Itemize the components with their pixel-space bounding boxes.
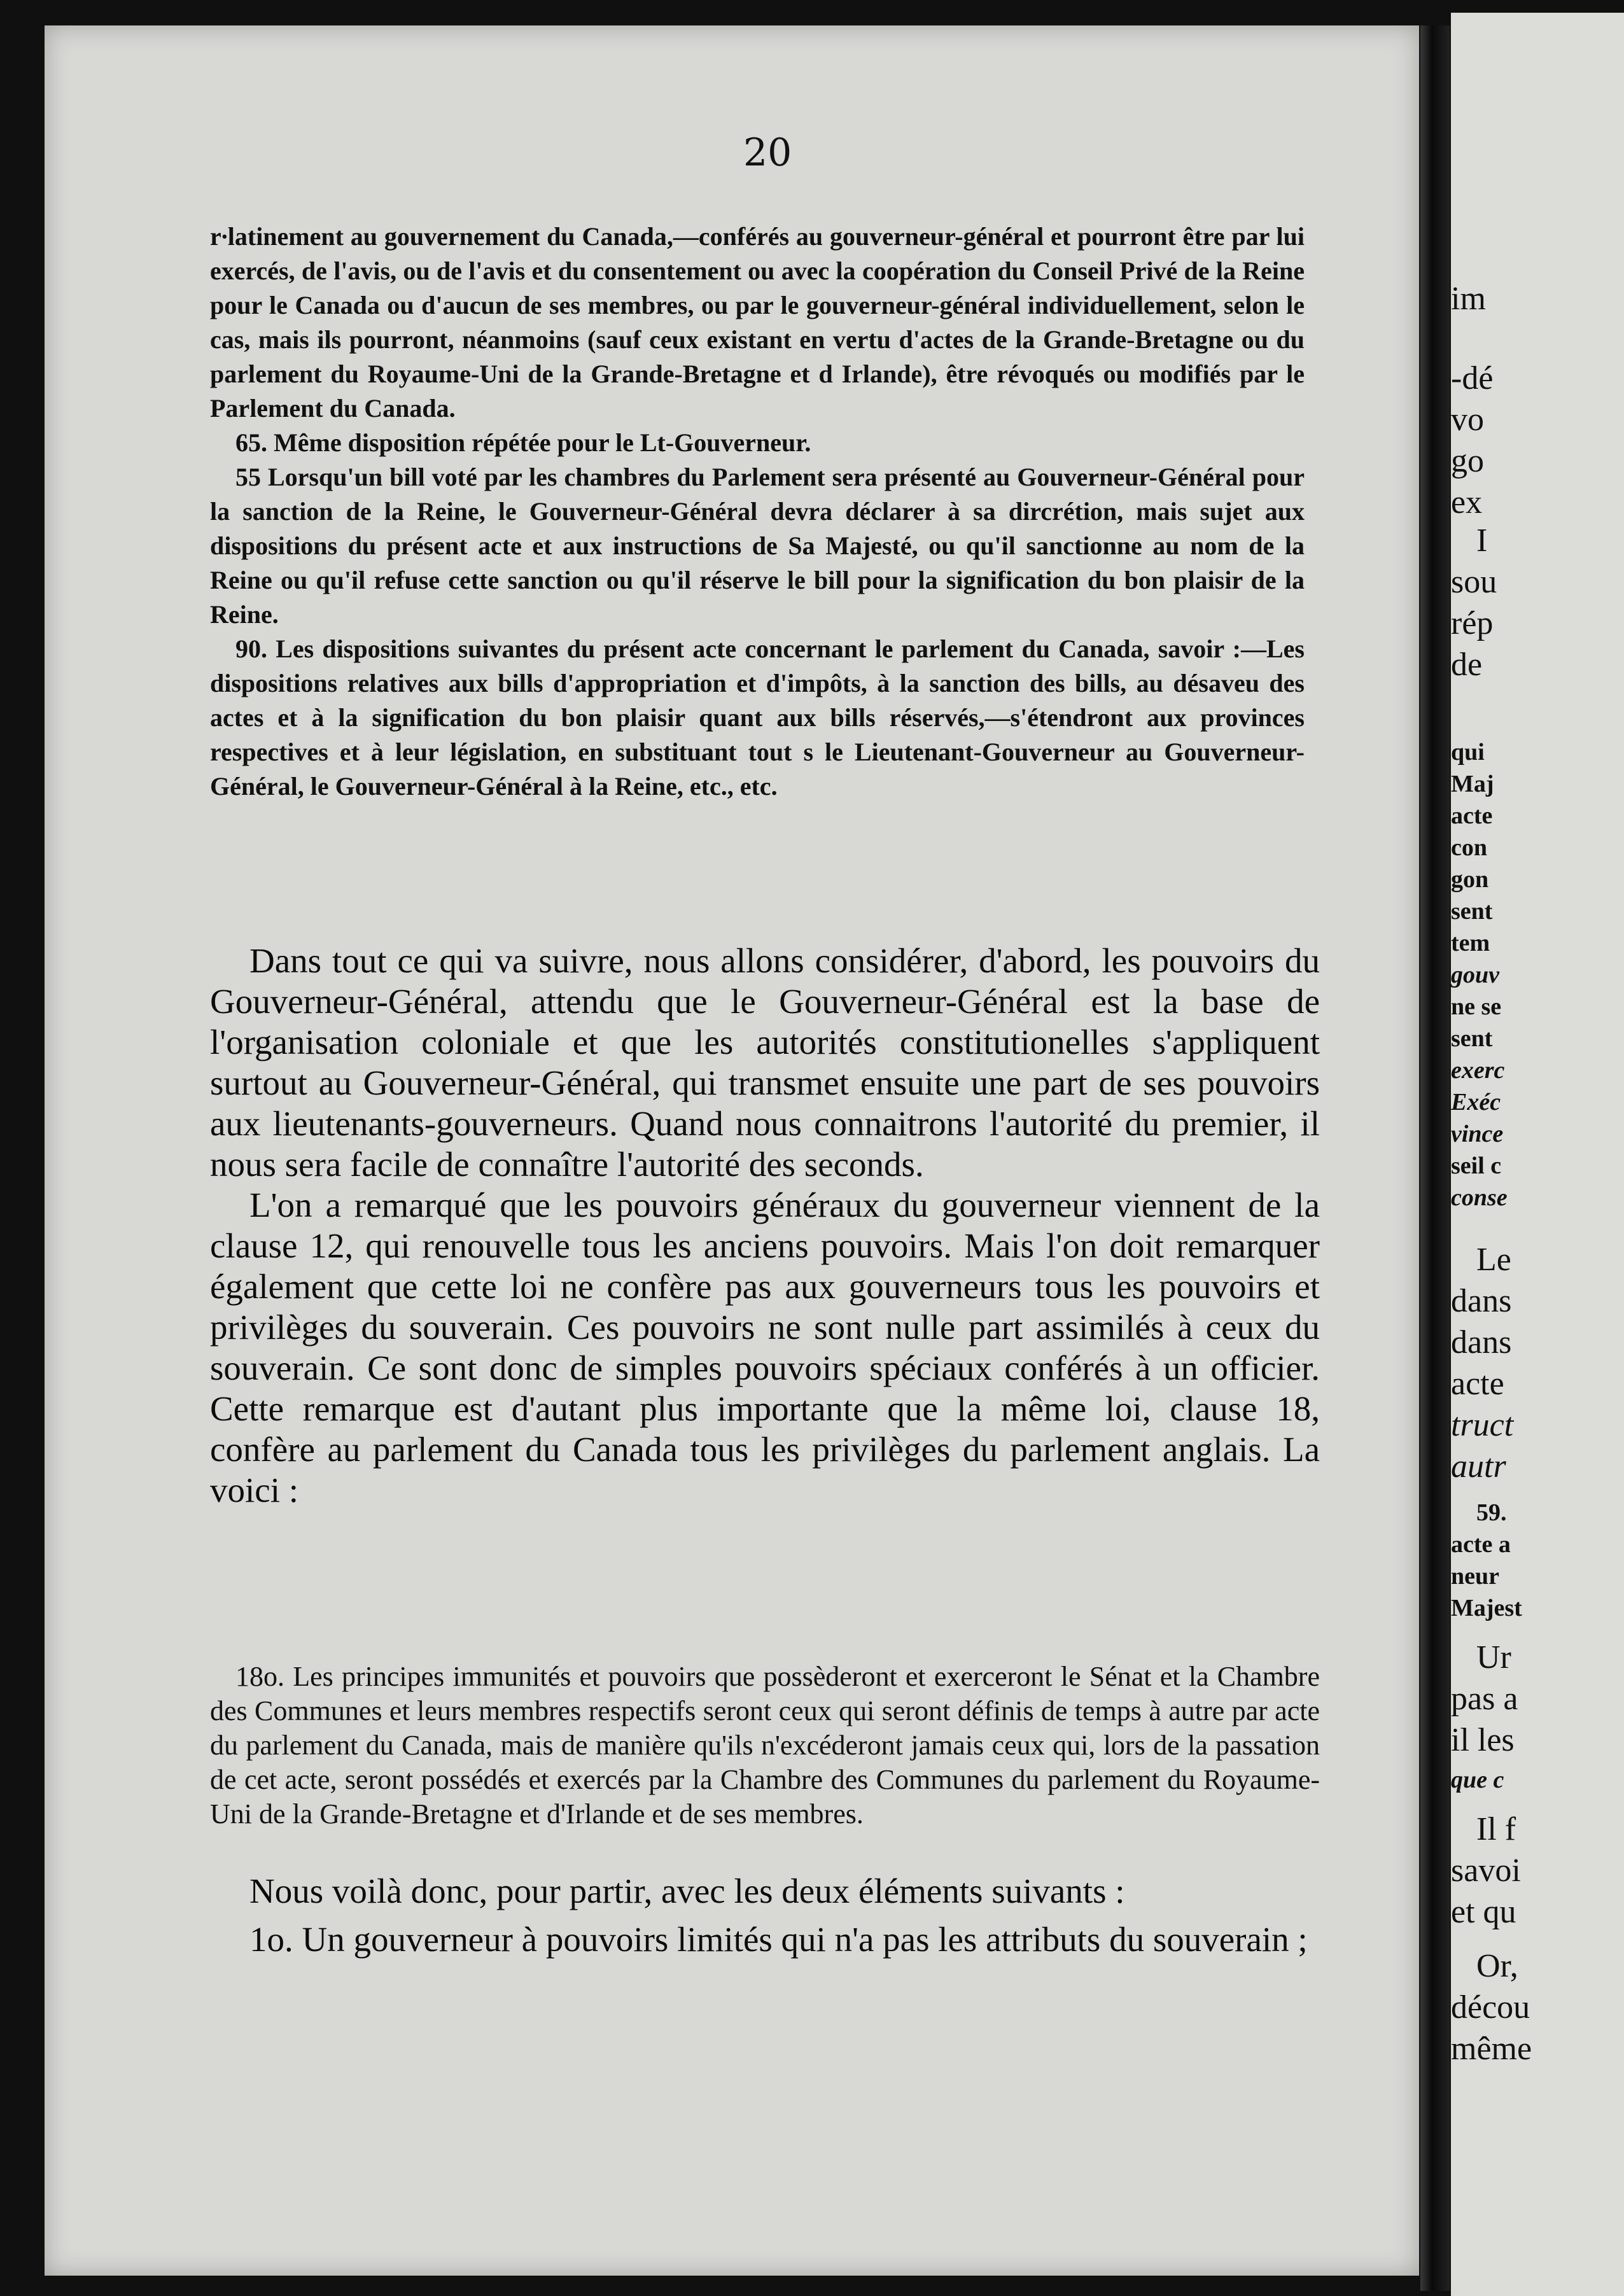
right-text-fragment: 59. <box>1476 1499 1507 1526</box>
right-text-fragment: sent <box>1451 1025 1493 1052</box>
decree-paragraph: 55 Lorsqu'un bill voté par les chambres du Parlement sera présenté au Gouverneur-Général pour la sanction de la Reine, le Gouverneur-Général devra déclarer à sa dircrétion, mais sujet aux dispositions du présent acte et aux instructions de Sa Majesté, ou qu'il sanctionne au nom de la Reine ou qu'il refuse cette sanction ou qu'il réserve le bill pour la signification du bon plaisir de la Reine. <box>210 463 1305 629</box>
right-text-fragment: Majest <box>1451 1595 1522 1621</box>
right-text-fragment: seil c <box>1451 1152 1502 1179</box>
right-text-fragment: Maj <box>1451 771 1494 797</box>
right-text-fragment: gon <box>1451 866 1489 893</box>
right-text-fragment: acte <box>1451 802 1493 829</box>
right-text-fragment: Il f <box>1476 1811 1516 1847</box>
right-text-fragment: I <box>1476 522 1488 559</box>
right-text-fragment: conse <box>1451 1184 1508 1211</box>
body-paragraph: L'on a remarqué que les pouvoirs généraux du gouverneur viennent de la clause 12, qui renouvelle tous les anciens pouvoirs. Mais l'on doit remarquer également que cette loi ne confère pas aux gouverneurs tous les pouvoirs et privilèges du souverain. Ces pouvoirs ne sont nulle part assimilés à ceux du souverain. Ce sont donc de simples pouvoirs spéciaux conférés à un officier. Cette remarque est d'autant plus importante que la même loi, clause 18, confère au parlement du Canada tous les privilèges du parlement anglais. La voici : <box>210 1186 1320 1509</box>
right-text-fragment: autr <box>1451 1448 1506 1485</box>
right-text-fragment: de <box>1451 647 1483 683</box>
quoted-clause <box>210 1660 1320 1831</box>
decree-paragraph: r∙latinement au gouvernement du Canada,—conférés au gouverneur-général et pourront être par lui exercés, de l'avis, ou de l'avis et du consentement ou avec la coopération du Conseil Privé de la Reine pour le Canada ou d'aucun de ses membres, ou par le gouverneur-général individuellement, selon le cas, mais ils pourront, néanmoins (sauf ceux existant en vertu d'actes de la Grande-Bretagne ou du parlement du Royaume-Uni de la Grande-Bretagne et d Irlande), être révoqués ou modifiés par le Parlement du Canada. <box>210 222 1305 423</box>
right-text-fragment: savoi <box>1451 1852 1521 1889</box>
right-text-fragment: gouv <box>1451 962 1499 988</box>
right-text-fragment: rép <box>1451 605 1494 641</box>
right-text-fragment: acte a <box>1451 1531 1511 1558</box>
right-text-fragment: im <box>1451 281 1486 317</box>
right-text-fragment: dans <box>1451 1324 1512 1361</box>
right-text-fragment: que c <box>1451 1767 1504 1793</box>
right-text-fragment: ex <box>1451 484 1483 521</box>
page-number: 20 <box>743 130 792 175</box>
decree-paragraph: 65. Même disposition répétée pour le Lt-Gouverneur. <box>235 428 811 457</box>
right-text-fragment: con <box>1451 834 1487 861</box>
decree-paragraph: 90. Les dispositions suivantes du présent acte concernant le parlement du Canada, savoir :—Les dispositions relatives aux bills d'appropriation et d'impôts, à la sanction des bills, au désaveu des actes et à la signification du bon plaisir quant aux bills réservés,—s'étendront aux provinces respectives et à leur législation, en substituant tout s le Lieutenant-Gouverneur au Gouverneur-Général, le Gouverneur-Général à la Reine, etc., etc. <box>210 634 1305 801</box>
right-text-fragment: -dé <box>1451 360 1494 396</box>
right-text-fragment: il les <box>1451 1722 1515 1758</box>
right-text-fragment: Ur <box>1476 1639 1511 1676</box>
right-text-fragment: ne se <box>1451 993 1502 1020</box>
right-text-fragment: acte <box>1451 1366 1504 1402</box>
book-gutter <box>1420 25 1450 2291</box>
right-page-fragment <box>1451 13 1624 2296</box>
right-text-fragment: vo <box>1451 402 1484 438</box>
right-text-fragment: Le <box>1476 1242 1511 1278</box>
body-paragraph: 1o. Un gouverneur à pouvoirs limités qui n'a pas les attributs du souverain ; <box>249 1920 1308 1959</box>
right-text-fragment: truct <box>1451 1407 1514 1443</box>
main-body <box>210 941 1320 1511</box>
right-text-fragment: sou <box>1451 564 1497 600</box>
right-text-fragment: et qu <box>1451 1894 1516 1930</box>
body-paragraph: Dans tout ce qui va suivre, nous allons considérer, d'abord, les pouvoirs du Gouverneur-Général, attendu que le Gouverneur-Général est la base de l'organisation coloniale et que les autorités constitutionelles s'appliquent surtout au Gouverneur-Général, qui transmet ensuite une part de ses pouvoirs aux lieutenants-gouverneurs. Quand nous connaitrons l'autorité du premier, il nous sera facile de connaître l'autorité des seconds. <box>210 941 1320 1184</box>
decree-excerpts <box>210 220 1305 804</box>
right-text-fragment: Or, <box>1476 1948 1518 1984</box>
right-text-fragment: sent <box>1451 898 1493 925</box>
right-text-fragment: vince <box>1451 1121 1504 1147</box>
right-text-fragment: exerc <box>1451 1057 1505 1084</box>
quote-paragraph: 18o. Les principes immunités et pouvoirs que possèderont et exerceront le Sénat et la Chambre des Communes et leurs membres respectifs seront ceux qui seront définis de temps à autre par acte du parlement du Canada, mais de manière qu'ils n'excéderont jamais ceux qui, lors de la passation de cet acte, seront possédés et exercés par la Chambre des Communes du parlement du Royaume-Uni de la Grande-Bretagne et d'Irlande et de ses membres. <box>210 1661 1320 1830</box>
right-text-fragment: tem <box>1451 930 1490 956</box>
right-text-fragment: go <box>1451 443 1484 479</box>
right-text-fragment: qui <box>1451 739 1485 766</box>
closing-body <box>210 1871 1320 1960</box>
right-text-fragment: décou <box>1451 1989 1530 2026</box>
right-text-fragment: même <box>1451 2031 1532 2067</box>
body-paragraph: Nous voilà donc, pour partir, avec les deux éléments suivants : <box>249 1872 1125 1910</box>
right-text-fragment: dans <box>1451 1283 1512 1319</box>
right-text-fragment: neur <box>1451 1563 1499 1590</box>
right-text-fragment: Exéc <box>1451 1089 1501 1116</box>
right-text-fragment: pas a <box>1451 1681 1518 1717</box>
